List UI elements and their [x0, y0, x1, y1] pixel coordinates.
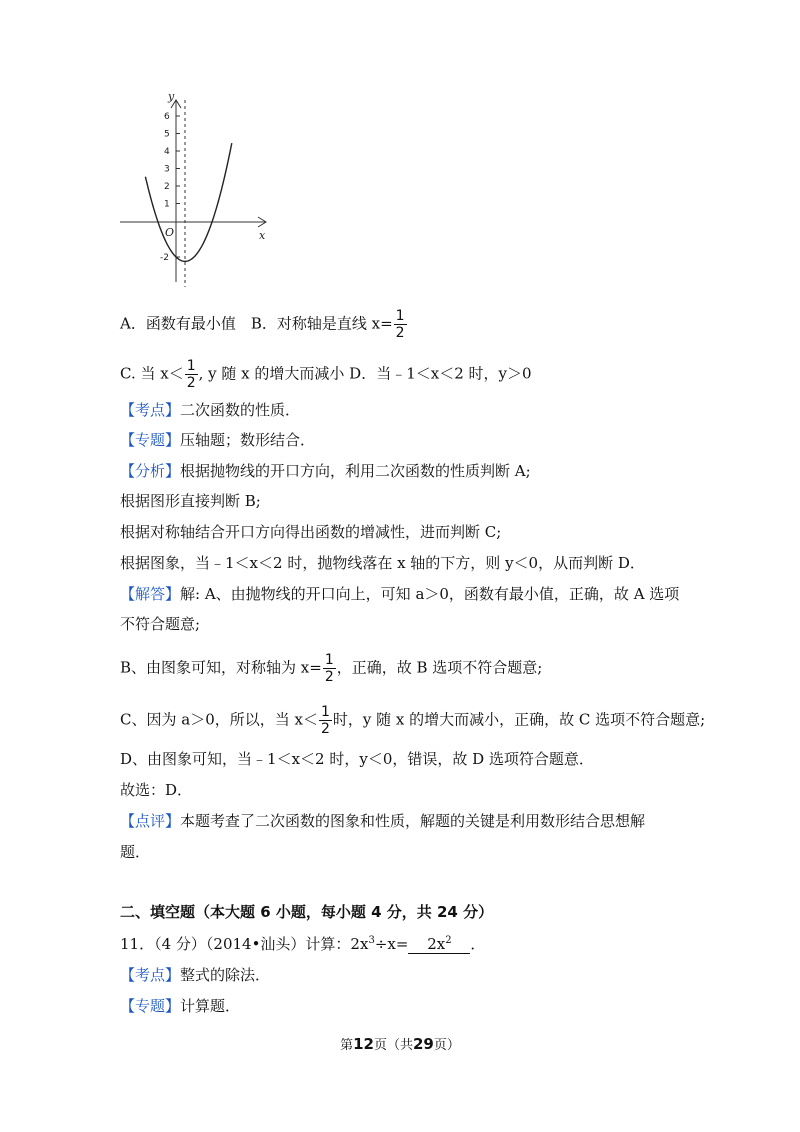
q11-end: ．	[470, 935, 486, 953]
fraction-denominator: 2	[324, 669, 334, 685]
q11-answer-blank	[408, 935, 470, 954]
jieda-b-prefix: B、由图象可知，对称轴为 x=	[120, 658, 322, 677]
jieda-d-line: D、由图象可知，当﹣1＜x＜2 时，y＜0，错误，故 D 选项符合题意．	[120, 750, 594, 768]
fraction	[394, 308, 407, 341]
kaodian-tag: 【考点】	[120, 401, 181, 419]
zhuanti-tag: 【专题】	[120, 431, 181, 449]
q11-kaodian-text: 整式的除法．	[180, 966, 271, 984]
jieda-c-line	[120, 704, 705, 737]
q11-mid: ÷x=	[374, 935, 409, 953]
q11-answer-base: 2x	[427, 935, 446, 953]
y-tick-label: 2	[164, 182, 170, 192]
footer-mid: 页（共	[373, 1038, 413, 1053]
y-tick-label: 3	[164, 164, 170, 175]
fenxi-text: 根据抛物线的开口方向，利用二次函数的性质判断 A;	[180, 462, 531, 480]
jieda-text: 解: A、由抛物线的开口向上，可知 a＞0，函数有最小值，正确，故 A 选项	[180, 585, 680, 603]
option-a-b-text: A．函数有最小值 B．对称轴是直线 x=	[120, 314, 393, 333]
options-ab	[120, 308, 408, 341]
zhuanti-line	[120, 430, 315, 450]
fraction-denominator: 2	[186, 375, 196, 391]
q11-zhuanti-tag: 【专题】	[120, 997, 181, 1015]
x-axis-label: x	[259, 229, 266, 242]
fraction-numerator: 1	[320, 704, 330, 720]
fraction-numerator: 1	[186, 358, 196, 374]
dianping-line	[120, 811, 645, 831]
y-ticks	[176, 116, 180, 257]
kaodian-text: 二次函数的性质．	[180, 401, 301, 419]
kaodian-line	[120, 400, 300, 420]
fenxi-line	[120, 461, 531, 481]
zhuanti-text: 压轴题；数形结合．	[180, 431, 316, 449]
q11-zhuanti-text: 计算题．	[180, 997, 241, 1015]
origin-label: O	[165, 226, 175, 239]
footer-total-pages: 29	[413, 1035, 434, 1053]
parabola-curve	[145, 143, 231, 261]
option-c-prefix: C. 当 x＜	[120, 364, 184, 383]
y-tick-label: 6	[164, 112, 170, 122]
jieda-tag: 【解答】	[120, 585, 181, 603]
footer-page-number: 12	[353, 1035, 374, 1053]
y-tick-label: 4	[164, 147, 170, 157]
dianping-line-2: 题．	[120, 843, 151, 861]
fraction-numerator: 1	[324, 652, 334, 668]
jieda-c-prefix: C、因为 a＞0，所以，当 x＜	[120, 710, 318, 729]
option-c-d-text: , y 随 x 的增大而减小 D．当﹣1＜x＜2 时，y＞0	[198, 364, 532, 383]
y-axis-label: y	[168, 92, 175, 103]
dianping-tag: 【点评】	[120, 812, 181, 830]
q11-prefix: 11．（4 分）（2014•汕头）计算：2x	[120, 935, 369, 953]
fraction	[319, 704, 332, 737]
dianping-text: 本题考查了二次函数的图象和性质，解题的关键是利用数形结合思想解	[180, 812, 646, 830]
jieda-line	[120, 584, 679, 604]
fraction	[185, 358, 198, 391]
q11-kaodian-line	[120, 965, 270, 985]
q11-answer-exponent: 2	[445, 935, 452, 946]
fraction-denominator: 2	[320, 721, 330, 737]
footer-suffix: 页）	[433, 1038, 460, 1053]
y-tick-label: 5	[164, 129, 170, 140]
question-11	[120, 934, 485, 954]
page-footer	[0, 1034, 800, 1053]
jieda-c-suffix: 时，y 随 x 的增大而减小，正确，故 C 选项不符合题意;	[332, 710, 706, 729]
footer-prefix: 第	[340, 1038, 354, 1053]
fraction	[323, 652, 336, 685]
jieda-b-suffix: ，正确，故 B 选项不符合题意;	[336, 658, 543, 677]
y-tick-label: 1	[164, 199, 170, 210]
options-cd	[120, 358, 532, 391]
q11-kaodian-tag: 【考点】	[120, 966, 181, 984]
fraction-denominator: 2	[395, 325, 405, 341]
fenxi-line-4: 根据图象，当﹣1＜x＜2 时，抛物线落在 x 轴的下方，则 y＜0，从而判断 D．	[120, 554, 645, 572]
fraction-numerator: 1	[395, 308, 405, 324]
section-heading: 二、填空题（本大题 6 小题，每小题 4 分，共 24 分）	[120, 903, 494, 921]
fenxi-line-3: 根据对称轴结合开口方向得出函数的增减性，进而判断 C;	[120, 523, 502, 541]
jieda-line-2: 不符合题意;	[120, 615, 201, 633]
y-tick-label: -2	[160, 253, 169, 263]
choice-line: 故选：D．	[120, 781, 193, 799]
jieda-b-line	[120, 652, 542, 685]
parabola-graph	[116, 92, 276, 292]
q11-exponent: 3	[368, 935, 375, 946]
q11-zhuanti-line	[120, 996, 240, 1016]
fenxi-tag: 【分析】	[120, 462, 181, 480]
fenxi-line-2: 根据图形直接判断 B;	[120, 492, 261, 510]
